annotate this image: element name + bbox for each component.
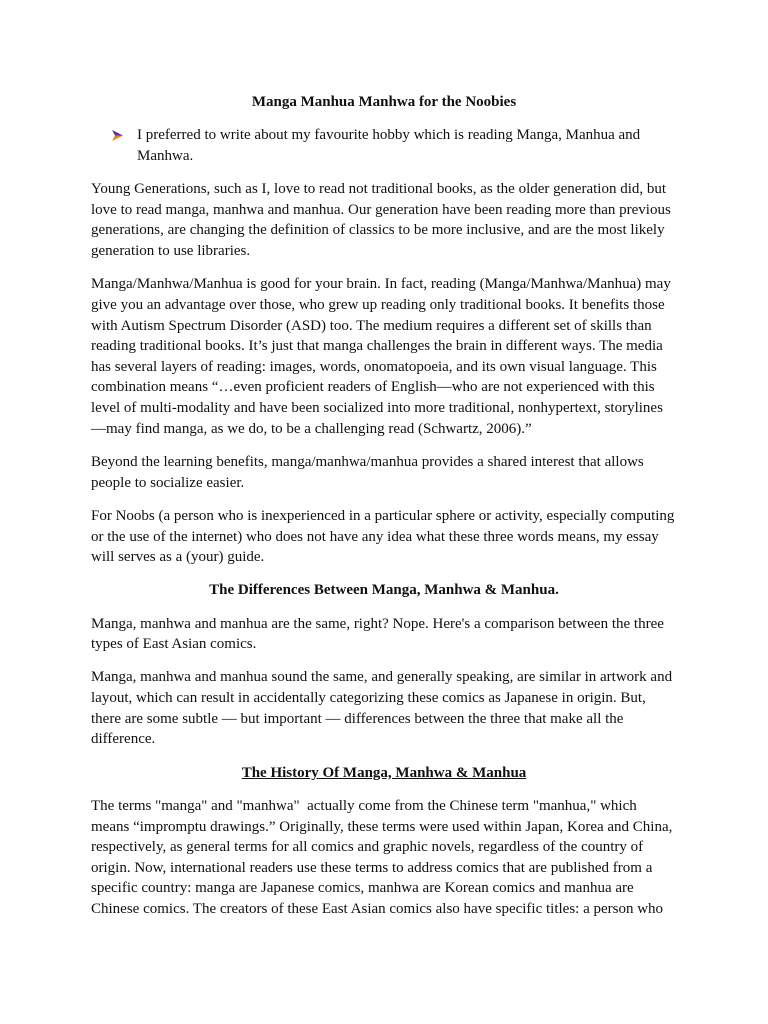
paragraph-good-for-brain — [91, 274, 677, 439]
paragraph-line: Manga/Manhwa/Manhua is good for your brain. In fact, reading (Manga/Manhwa/Manhua) may — [91, 276, 671, 293]
paragraph-line: has several layers of reading: images, words, onomatopoeia, and its own visual language. This — [91, 358, 657, 375]
paragraph-subtle-differences — [91, 667, 677, 750]
paragraph-line: Manga, manhwa and manhua are the same, right? Nope. Here's a comparison between the three — [91, 615, 664, 632]
paragraph-for-noobs — [91, 506, 677, 568]
paragraph-comparison-intro — [91, 614, 677, 655]
paragraph-line: combination means “…even proficient readers of English—who are not experienced with this — [91, 379, 655, 396]
paragraph-line: or the use of the internet) who does not have any idea what these three words means, my essay — [91, 528, 659, 545]
paragraph-line: reading traditional books. It’s just that manga challenges the brain in different ways. The media — [91, 338, 663, 355]
paragraph-line: Beyond the learning benefits, manga/manhwa/manhua provides a shared interest that allows — [91, 453, 644, 470]
section-heading-row — [91, 763, 677, 784]
paragraph-line: difference. — [91, 731, 156, 748]
paragraph-line: —may find manga, as we do, to be a challenging read (Schwartz, 2006).” — [91, 420, 532, 437]
paragraph-line: layout, which can result in accidentally categorizing these comics as Japanese in origin. But, — [91, 690, 646, 707]
paragraph-line: give you an advantage over those, who grew up reading only traditional books. It benefits those — [91, 296, 665, 313]
paragraph-line: specific country: manga are Japanese comics, manhwa are Korean comics and manhua are — [91, 880, 634, 897]
bullet-line: Manhwa. — [137, 147, 194, 164]
paragraph-history-terms — [91, 796, 677, 920]
paragraph-young-generations — [91, 179, 677, 262]
paragraph-line: generation to use libraries. — [91, 243, 251, 260]
paragraph-line: there are some subtle — but important — differences between the three that make all the — [91, 710, 624, 727]
paragraph-line: people to socialize easier. — [91, 474, 245, 491]
paragraph-line: respectively, as general terms for all comics and graphic novels, regardless of the country of — [91, 839, 644, 856]
section-heading-history — [91, 763, 677, 784]
paragraph-line: means “impromptu drawings.” Originally, these terms were used within Japan, Korea and China, — [91, 818, 673, 835]
arrow-bullet-icon — [112, 130, 123, 141]
paragraph-line: with Autism Spectrum Disorder (ASD) too. The medium requires a different set of skills than — [91, 317, 652, 334]
paragraph-line: will serves as a (your) guide. — [91, 549, 265, 566]
document-title-text: Manga Manhua Manhwa for the Noobies — [251, 94, 517, 110]
bullet-line: I preferred to write about my favourite hobby which is reading Manga, Manhua and — [137, 127, 641, 144]
paragraph-line: types of East Asian comics. — [91, 636, 257, 653]
paragraph-line: generations, are changing the definition of classics to be more inclusive, and are the most likely — [91, 222, 665, 239]
paragraph-line: The terms "manga" and "manhwa" actually come from the Chinese term "manhua," which — [91, 797, 637, 814]
section-heading-differences — [91, 580, 677, 601]
arrow-bullet-icon-lower-facet — [112, 136, 123, 142]
arrow-bullet-icon-upper-facet — [112, 130, 123, 136]
document-title — [91, 92, 677, 113]
paragraph-line: origin. Now, international readers use these terms to address comics that are published from a — [91, 859, 653, 876]
paragraph-learning-benefits — [91, 452, 677, 493]
paragraph-line: For Noobs (a person who is inexperienced in a particular sphere or activity, especially computing — [91, 507, 675, 524]
paragraph-line: Chinese comics. The creators of these East Asian comics also have specific titles: a person who — [91, 901, 664, 918]
bullet-item — [91, 125, 677, 166]
section-heading-text: The History Of Manga, Manhwa & Manhua — [241, 764, 527, 781]
section-heading-text: The Differences Between Manga, Manhwa & Manhua. — [209, 582, 559, 599]
paragraph-line: Manga, manhwa and manhua sound the same, and generally speaking, are similar in artwork and — [91, 669, 673, 686]
paragraph-line: Young Generations, such as I, love to read not traditional books, as the older generation did, but — [91, 181, 667, 198]
paragraph-line: level of multi-modality and have been socialized into more traditional, nonhypertext, storylines — [91, 400, 663, 417]
document-body — [91, 92, 677, 932]
paragraph-line: love to read manga, manhwa and manhua. Our generation have been reading more than previous — [91, 201, 671, 218]
